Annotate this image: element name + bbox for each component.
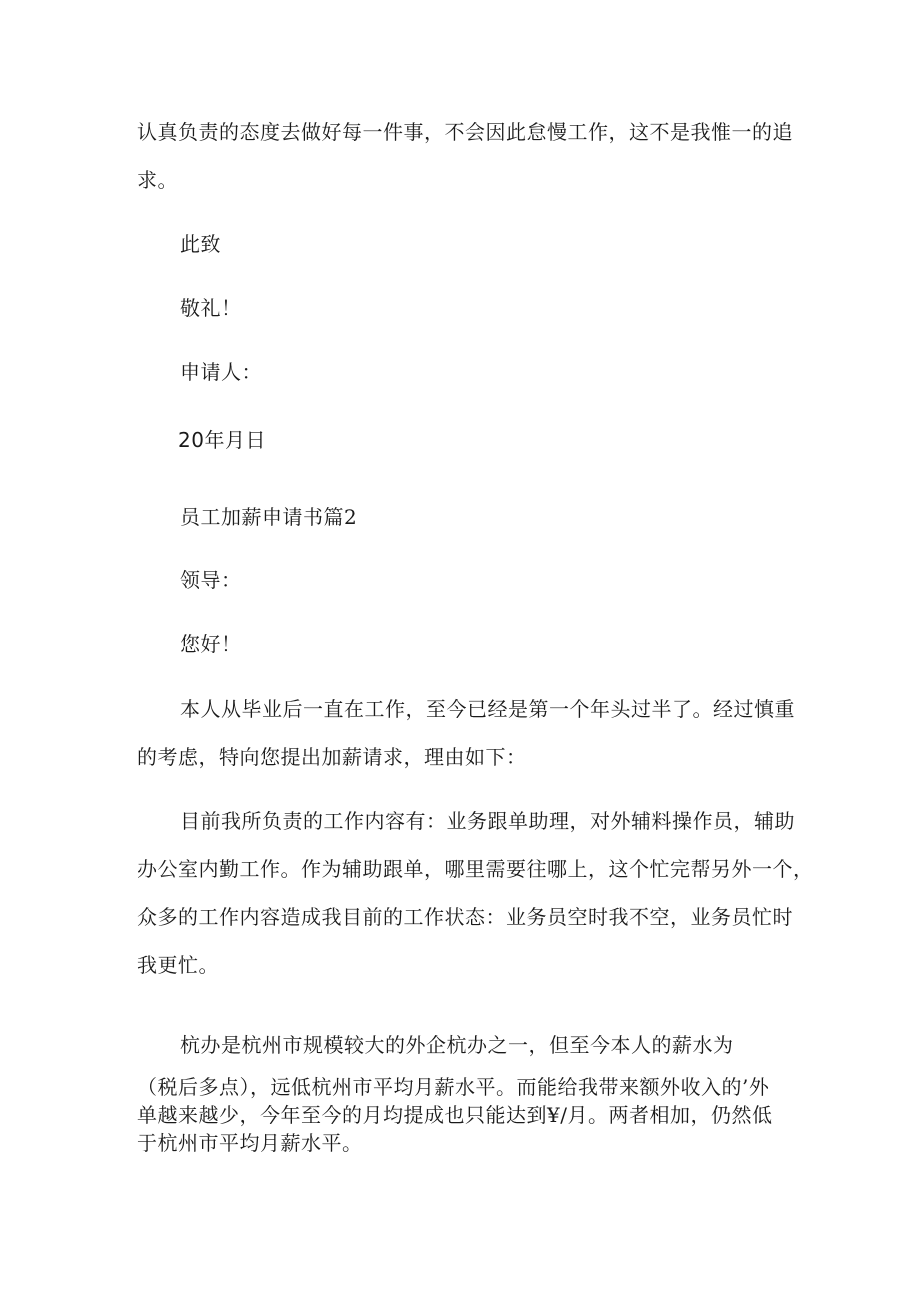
section-title: 员工加薪申请书篇2 (180, 505, 358, 529)
paragraph-line: （税后多点），远低杭州市平均月薪水平。而能给我带来额外收入的’外 (137, 1075, 770, 1099)
paragraph-line: 目前我所负责的工作内容有：业务跟单助理，对外辅料操作员，辅助 (180, 809, 795, 833)
greeting: 您好！ (180, 632, 242, 656)
addressee: 领导： (180, 568, 242, 592)
paragraph-line: 办公室内勤工作。作为辅助跟单，哪里需要往哪上，这个忙完帮另外一个， (137, 857, 814, 881)
date-line: 20年月日 (178, 428, 266, 452)
paragraph-line: 我更忙。 (137, 953, 219, 977)
paragraph-line: 本人从毕业后一直在工作，至今已经是第一个年头过半了。经过慎重 (180, 697, 795, 721)
paragraph-line: 杭办是杭州市规模较大的外企杭办之一，但至今本人的薪水为 (180, 1033, 734, 1057)
paragraph-line: 单越来越少，今年至今的月均提成也只能达到¥/月。两者相加，仍然低 (137, 1103, 773, 1127)
applicant-label: 申请人： (180, 360, 262, 384)
paragraph-line: 于杭州市平均月薪水平。 (137, 1131, 363, 1155)
paragraph-line: 认真负责的态度去做好每一件事，不会因此怠慢工作，这不是我惟一的追 (137, 120, 793, 144)
closing-regards: 敬礼！ (180, 296, 242, 320)
paragraph-line: 的考虑，特向您提出加薪请求，理由如下： (137, 745, 527, 769)
closing-salutation: 此致 (180, 232, 221, 256)
paragraph-line: 求。 (137, 168, 178, 192)
paragraph-line: 众多的工作内容造成我目前的工作状态：业务员空时我不空，业务员忙时 (137, 905, 793, 929)
